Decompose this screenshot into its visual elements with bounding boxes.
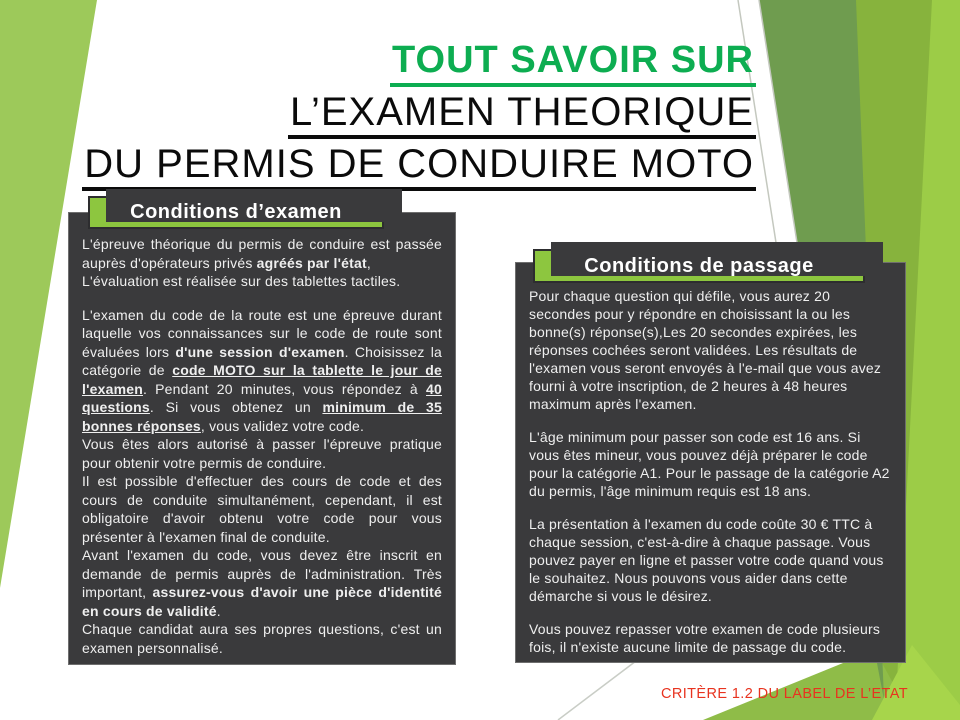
- panel-conditions-passage: [515, 262, 906, 663]
- paragraph: La présentation à l'examen du code coûte 30 € TTC à chaque session, c'est-à-dire à chaque passage. Vous pouvez payer en ligne et passer votre code quand vous le souhaitez. Nous pouvons vous aider dans cette démarche si vous le désirez.: [529, 516, 884, 604]
- title-line-2: L’EXAMEN THEORIQUE: [288, 92, 756, 139]
- paragraph: [82, 291, 442, 306]
- paragraph: L'évaluation est réalisée sur des tablettes tactiles.: [82, 273, 401, 289]
- paragraph: Vous êtes alors autorisé à passer l'épreuve pratique pour obtenir votre permis de conduire.: [82, 436, 442, 471]
- facet-line: [558, 661, 636, 720]
- panel-conditions-examen: [68, 212, 456, 665]
- paragraph: Pour chaque question qui défile, vous aurez 20 secondes pour y répondre en choisissant la ou les bonne(s) réponse(s),Les 20 secondes expirées, les réponses cochées seront validées. Les résultats de l'examen vous seront envoyés à l'e-mail que vous avez fourni à votre inscription, de 2 heures à 48 heures maximum après l'examen.: [529, 288, 882, 412]
- paragraph: Chaque candidat aura ses propres questions, c'est un examen personnalisé.: [82, 621, 442, 656]
- paragraph: L'épreuve théorique du permis de conduire est passée auprès d'opérateurs privés agréés par l'état,: [82, 236, 442, 271]
- paragraph: L'âge minimum pour passer son code est 16 ans. Si vous êtes mineur, vous pouvez déjà préparer le code pour la catégorie A1. Pour le passage de la catégorie A2 du permis, l'âge minimum requis est 18 ans.: [529, 429, 890, 499]
- paragraph: L'examen du code de la route est une épreuve durant laquelle vos connaissances sur le code de route sont évaluées lors d'une session d'examen. Choisissez la catégorie de code MOTO sur la tablette le jour de l'examen. Pendant 20 minutes, vous répondez à 40 questions. Si vous obtenez un minimum de 35 bonnes réponses, vous validez votre code.: [82, 306, 443, 434]
- header-conditions-examen: [88, 196, 384, 229]
- header-conditions-examen-label: Conditions d’examen: [130, 201, 342, 223]
- footer-critere-label: CRITÈRE 1.2 DU LABEL DE L’ETAT: [660, 686, 908, 702]
- paragraph: [529, 500, 892, 515]
- title-line-3: DU PERMIS DE CONDUIRE MOTO: [82, 144, 756, 191]
- title-line-1: TOUT SAVOIR SUR: [390, 40, 756, 87]
- paragraph: [529, 413, 892, 428]
- slide-title: [82, 40, 756, 196]
- paragraph: Avant l'examen du code, vous devez être inscrit en demande de permis auprès de l'administration. Très important, assurez-vous d'avoir une pièce d'identité en cours de validité.: [82, 547, 442, 619]
- paragraph: [529, 605, 892, 620]
- header-conditions-passage-label: Conditions de passage: [584, 254, 814, 277]
- header-conditions-passage: [533, 249, 865, 283]
- paragraph: Il est possible d'effectuer des cours de code et des cours de conduite simultanément, cependant, il est obligatoire d'avoir obtenu votre code pour vous présenter à l'examen final de conduite.: [82, 473, 442, 545]
- paragraph: Vous pouvez repasser votre examen de code plusieurs fois, il n'existe aucune limite de passage du code.: [529, 621, 881, 655]
